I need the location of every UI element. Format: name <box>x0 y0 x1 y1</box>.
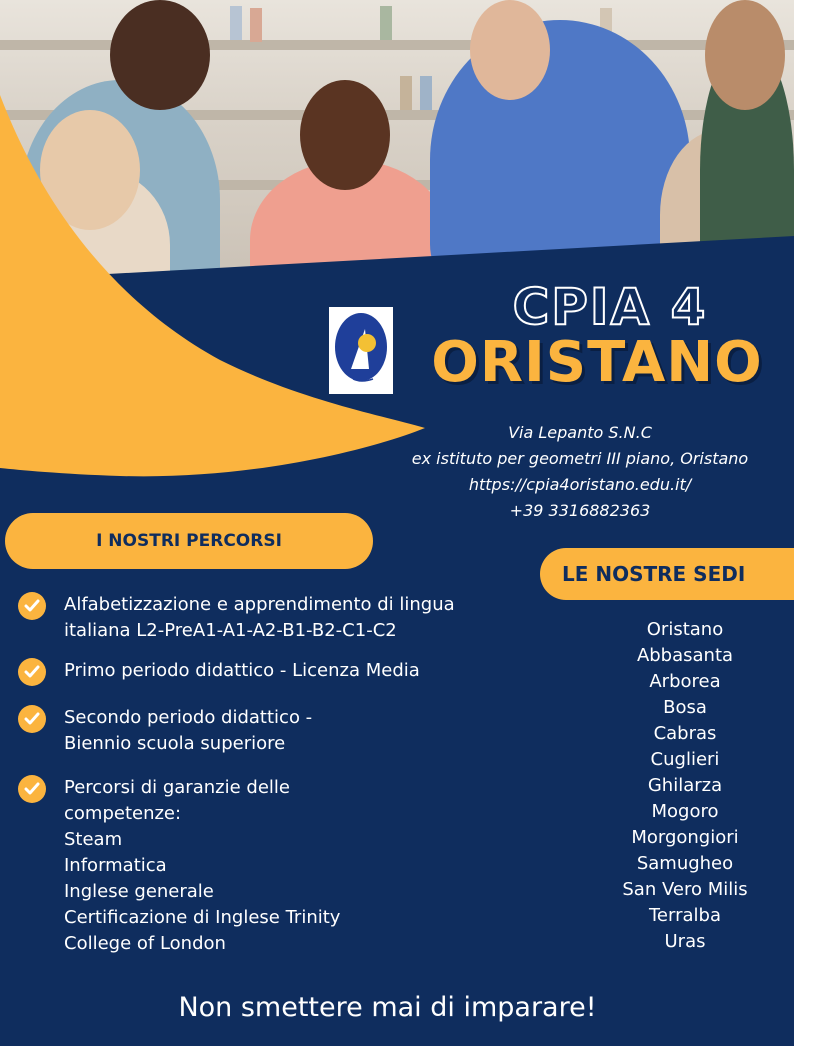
percorsi-heading: I NOSTRI PERCORSI <box>5 513 373 569</box>
course-text-line: College of London <box>64 933 226 954</box>
orange-swoosh-shape <box>0 0 430 480</box>
course-text-line: Informatica <box>64 855 167 876</box>
sede-item: Oristano <box>646 619 724 640</box>
sede-item: Samugheo <box>636 853 734 874</box>
list-item <box>18 705 518 757</box>
sede-item: Uras <box>664 931 706 952</box>
check-circle-icon <box>18 775 46 803</box>
address-street: Via Lepanto S.N.C <box>508 423 652 442</box>
sede-item: Bosa <box>663 697 707 718</box>
list-item <box>18 775 518 957</box>
course-text-line: Inglese generale <box>64 881 214 902</box>
footer-slogan: Non smettere mai di imparare! <box>178 992 597 1023</box>
sede-item: Abbasanta <box>636 645 734 666</box>
title-cpia: CPIA 4 <box>512 278 708 336</box>
address-building: ex istituto per geometri III piano, Oristano <box>411 449 749 468</box>
check-circle-icon <box>18 705 46 733</box>
phone-number[interactable]: +39 3316882363 <box>509 501 651 520</box>
website-link[interactable]: https://cpia4oristano.edu.it/ <box>468 475 692 494</box>
course-text-line: Percorsi di garanzie delle <box>64 777 290 798</box>
course-text-line: Steam <box>64 829 123 850</box>
check-circle-icon <box>18 658 46 686</box>
cpia-logo-icon <box>329 307 393 394</box>
sede-item: Mogoro <box>651 801 719 822</box>
course-text-line: Alfabetizzazione e apprendimento di lingua <box>64 594 455 615</box>
title-oristano: ORISTANO <box>431 330 763 395</box>
course-text-line: Certificazione di Inglese Trinity <box>64 907 341 928</box>
check-circle-icon <box>18 592 46 620</box>
course-text-line: competenze: <box>64 803 182 824</box>
sede-item: Morgongiori <box>631 827 739 848</box>
list-item <box>18 592 518 644</box>
course-text-line: Secondo periodo didattico - <box>64 707 313 728</box>
course-text-line: italiana L2-PreA1-A1-A2-B1-B2-C1-C2 <box>64 620 397 641</box>
course-text-line: Primo periodo didattico - Licenza Media <box>64 660 420 681</box>
course-text-line: Biennio scuola superiore <box>64 733 286 754</box>
sedi-list <box>600 617 770 955</box>
sede-item: Cabras <box>653 723 717 744</box>
sede-item: Terralba <box>649 905 721 926</box>
sede-item: Ghilarza <box>647 775 723 796</box>
sede-item: Cuglieri <box>650 749 720 770</box>
sede-item: Arborea <box>649 671 721 692</box>
address-block <box>380 420 780 524</box>
sede-item: San Vero Milis <box>622 879 748 900</box>
list-item <box>18 658 518 686</box>
sedi-heading: LE NOSTRE SEDI <box>540 548 794 600</box>
